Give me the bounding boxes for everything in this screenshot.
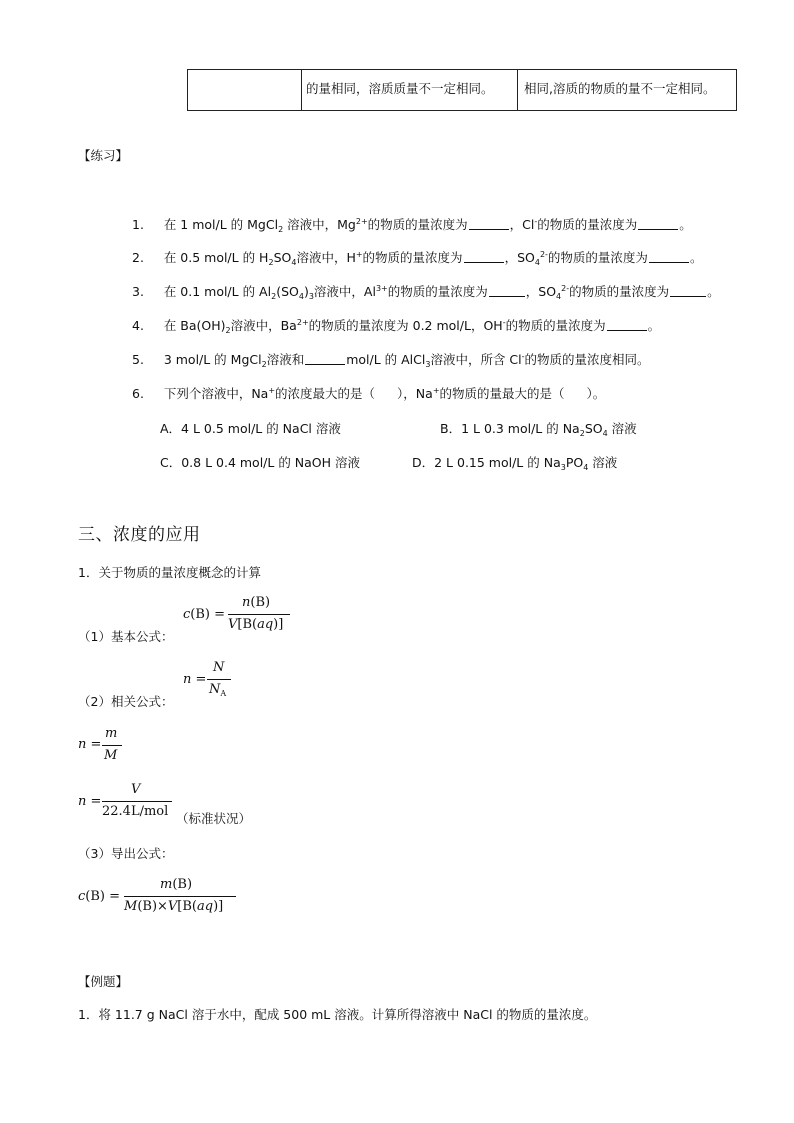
table-cell: 的量相同，溶质质量不一定相同。 bbox=[306, 81, 494, 96]
formula-mass-fraction: m M bbox=[102, 726, 122, 766]
derived-formula-label: （3）导出公式： bbox=[78, 846, 174, 861]
answer-blank[interactable] bbox=[489, 284, 525, 297]
answer-blank[interactable] bbox=[670, 284, 706, 297]
subsection-title: 1．关于物质的量浓度概念的计算 bbox=[78, 565, 261, 580]
section-title: 三、浓度的应用 bbox=[78, 525, 201, 545]
answer-blank[interactable] bbox=[469, 217, 509, 230]
option-a: A．4 L 0.5 mol/L 的 NaCl 溶液 bbox=[160, 421, 341, 436]
formula-basic-fraction: n(B) V[B(aq)] bbox=[228, 595, 290, 635]
exercise-item: 1. 在 1 mol/L 的 MgCl$_2$ 溶液中，$Mg^{2+}$的物质的量浓度为 ，Cl-的物质的量浓度为 。 bbox=[132, 217, 692, 234]
exercise-item: 3. 在 0.1 mol/L 的 $Al_2(SO_4)_3$溶液中，$Al^{3+}$的物质的量浓度为 ，$SO_4^{2-}$的物质的量浓度为 。 bbox=[132, 284, 720, 301]
table-divider bbox=[301, 70, 302, 110]
answer-blank[interactable] bbox=[638, 217, 678, 230]
exercise-item: 5. 3 mol/L 的 MgCl$_2$溶液和 mol/L 的 AlCl$_3$溶液中，所含 Cl-的物质的量浓度相同。 bbox=[132, 352, 650, 369]
answer-blank[interactable] bbox=[649, 250, 689, 263]
table-divider bbox=[517, 70, 518, 110]
answer-blank[interactable] bbox=[305, 352, 345, 365]
standard-conditions-note: （标准状况） bbox=[176, 811, 252, 826]
formula-lhs: n = bbox=[78, 737, 102, 752]
formula-lhs: n = bbox=[183, 672, 207, 687]
related-formula-label: （2）相关公式： bbox=[78, 694, 174, 709]
exercise-heading: 【练习】 bbox=[78, 148, 129, 163]
comparison-table-fragment bbox=[187, 69, 737, 111]
exercise-item: 2. 在 0.5 mol/L 的 $H_2SO_4$溶液中，H+的物质的量浓度为 ，$SO_4^{2-}$的物质的量浓度为 。 bbox=[132, 250, 703, 267]
table-cell: 相同,溶质的物质的量不一定相同。 bbox=[524, 81, 716, 96]
answer-blank[interactable] bbox=[607, 318, 647, 331]
option-b: B．1 L 0.3 mol/L 的 $Na_2SO_4$ 溶液 bbox=[440, 421, 637, 438]
formula-avogadro-fraction: N $N_A$ bbox=[207, 660, 231, 702]
example-heading: 【例题】 bbox=[78, 974, 129, 989]
formula-lhs: c(B) = bbox=[183, 607, 226, 622]
exercise-item: 4. 在 $Ba(OH)_2$溶液中，$Ba^{2+}$的物质的量浓度为 0.2 mol/L，OH-的物质的量浓度为 。 bbox=[132, 318, 661, 335]
basic-formula-label: （1）基本公式： bbox=[78, 629, 174, 644]
formula-volume-fraction: V 22.4L/mol bbox=[102, 782, 172, 822]
formula-lhs: n = bbox=[78, 794, 102, 809]
exercise-item: 6. 下列个溶液中，Na+的浓度最大的是（ ），Na+的物质的量最大的是（ ）。 bbox=[132, 386, 606, 401]
option-d: D．2 L 0.15 mol/L 的 $Na_3PO_4$ 溶液 bbox=[412, 455, 618, 472]
example-question: 1．将 11.7 g NaCl 溶于水中，配成 500 mL 溶液。计算所得溶液中 NaCl 的物质的量浓度。 bbox=[78, 1007, 597, 1022]
formula-derived-fraction: m(B) M(B)×V[B(aq)] bbox=[124, 877, 236, 917]
formula-lhs: c(B) = bbox=[78, 889, 121, 904]
answer-blank[interactable] bbox=[464, 250, 504, 263]
option-c: C．0.8 L 0.4 mol/L 的 NaOH 溶液 bbox=[160, 455, 361, 470]
